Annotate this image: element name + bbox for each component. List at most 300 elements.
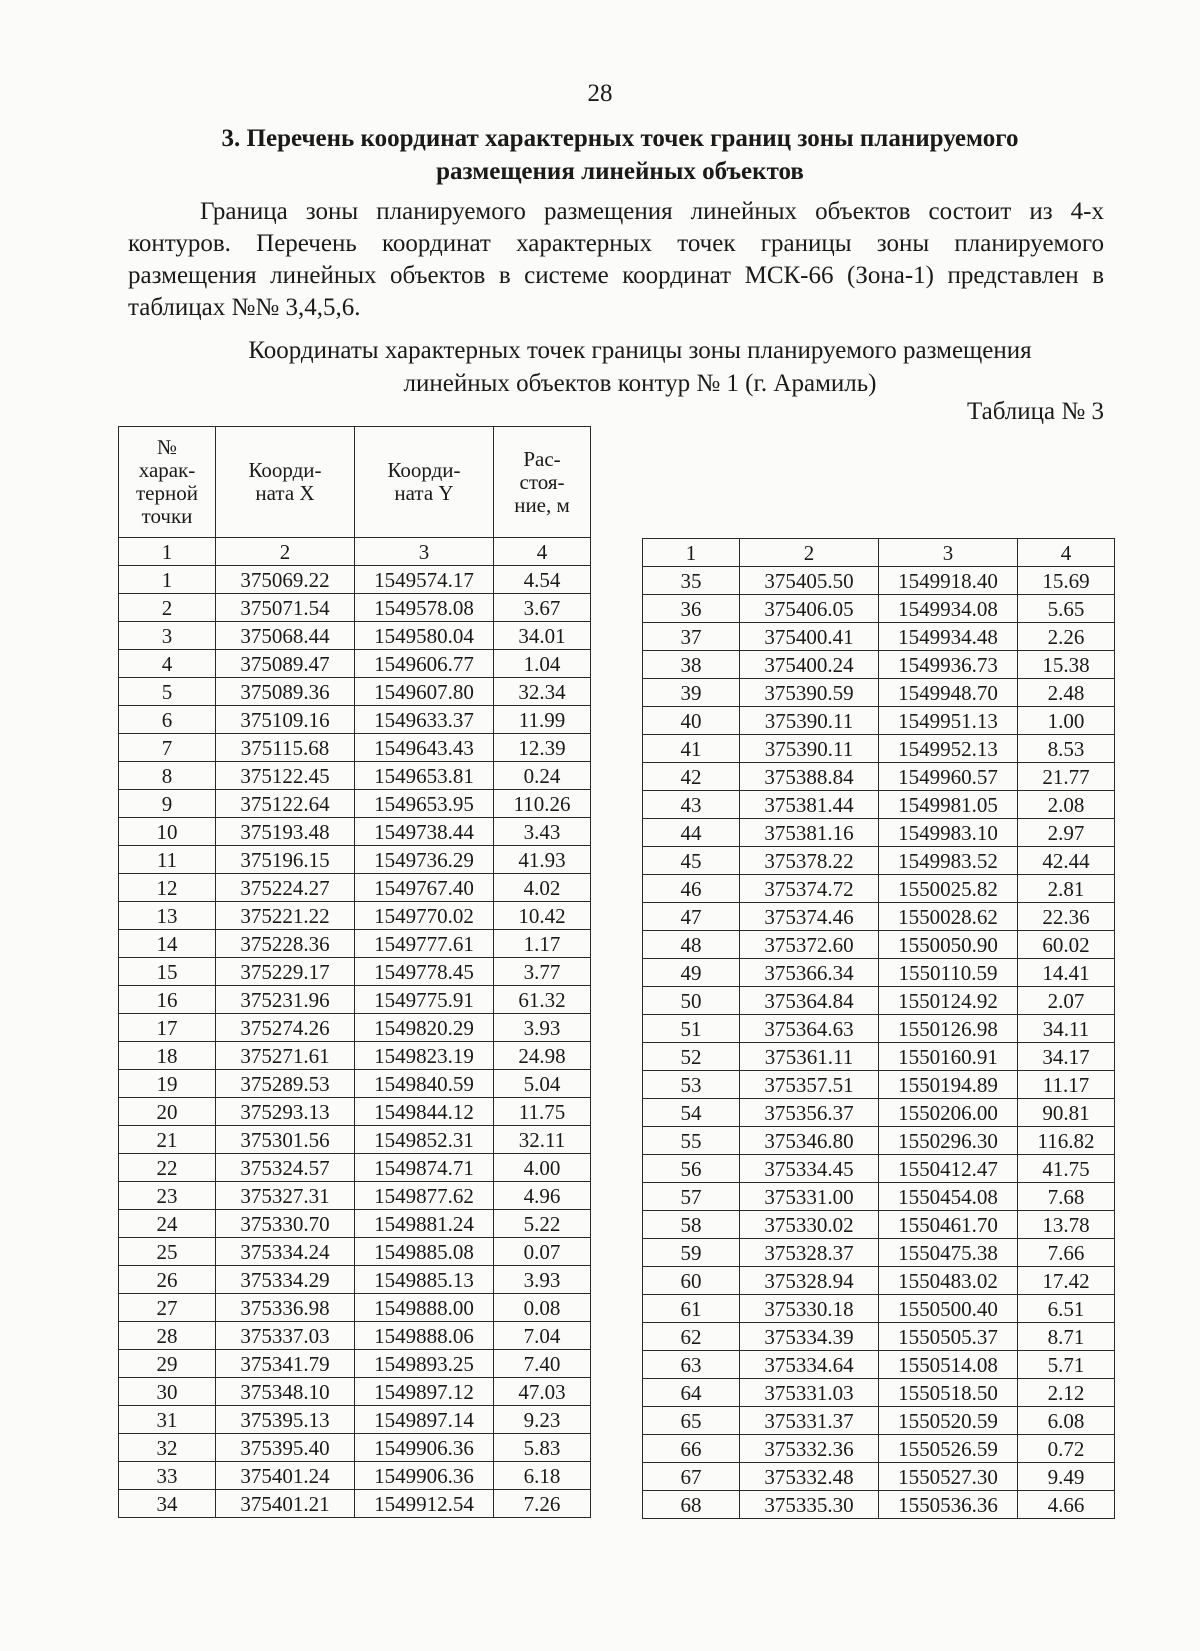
table-row <box>643 1379 1115 1407</box>
distance-cell: 5.04 <box>494 1070 591 1098</box>
coordinate-x-cell: 375069.22 <box>216 566 355 594</box>
coordinate-x-cell: 375381.44 <box>740 791 879 819</box>
table-row <box>643 1183 1115 1211</box>
point-number-cell: 27 <box>119 1294 216 1322</box>
coordinate-x-cell: 375330.02 <box>740 1211 879 1239</box>
distance-cell: 15.69 <box>1018 567 1115 595</box>
point-number-cell: 57 <box>643 1183 740 1211</box>
coordinate-x-cell: 375334.39 <box>740 1323 879 1351</box>
coordinate-x-cell: 375395.13 <box>216 1406 355 1434</box>
table-row <box>119 1266 591 1294</box>
table-row <box>119 1490 591 1518</box>
point-number-cell: 20 <box>119 1098 216 1126</box>
coordinate-x-cell: 375335.30 <box>740 1491 879 1519</box>
coordinate-y-cell: 1549888.06 <box>355 1322 494 1350</box>
distance-cell: 2.07 <box>1018 987 1115 1015</box>
distance-cell: 7.66 <box>1018 1239 1115 1267</box>
coordinate-y-cell: 1550160.91 <box>879 1043 1018 1071</box>
distance-cell: 5.83 <box>494 1434 591 1462</box>
distance-cell: 7.04 <box>494 1322 591 1350</box>
coordinate-y-cell: 1549897.12 <box>355 1378 494 1406</box>
coordinate-y-cell: 1550194.89 <box>879 1071 1018 1099</box>
table-row <box>119 1070 591 1098</box>
point-number-cell: 24 <box>119 1210 216 1238</box>
coordinate-y-cell: 1549934.48 <box>879 623 1018 651</box>
coordinate-y-cell: 1549983.52 <box>879 847 1018 875</box>
point-number-cell: 21 <box>119 1126 216 1154</box>
table-row <box>119 1238 591 1266</box>
point-number-cell: 61 <box>643 1295 740 1323</box>
header-distance <box>494 427 591 538</box>
header-text: точки <box>141 504 193 528</box>
distance-cell: 5.22 <box>494 1210 591 1238</box>
coordinate-y-cell: 1549881.24 <box>355 1210 494 1238</box>
coordinate-x-cell: 375331.00 <box>740 1183 879 1211</box>
distance-cell: 32.34 <box>494 678 591 706</box>
distance-cell: 0.08 <box>494 1294 591 1322</box>
table-row <box>643 903 1115 931</box>
section-heading <box>170 122 1070 188</box>
table-row <box>643 1295 1115 1323</box>
point-number-cell: 56 <box>643 1155 740 1183</box>
point-number-cell: 14 <box>119 930 216 958</box>
coordinate-y-cell: 1549633.37 <box>355 706 494 734</box>
coordinate-x-cell: 375374.72 <box>740 875 879 903</box>
distance-cell: 15.38 <box>1018 651 1115 679</box>
table-row <box>119 1210 591 1238</box>
table-row <box>643 931 1115 959</box>
coordinate-x-cell: 375390.11 <box>740 735 879 763</box>
point-number-cell: 12 <box>119 874 216 902</box>
coordinates-table-left <box>118 426 591 1518</box>
point-number-cell: 19 <box>119 1070 216 1098</box>
coordinate-x-cell: 375068.44 <box>216 622 355 650</box>
coordinate-y-cell: 1550505.37 <box>879 1323 1018 1351</box>
coordinate-x-cell: 375328.37 <box>740 1239 879 1267</box>
distance-cell: 11.75 <box>494 1098 591 1126</box>
coordinate-x-cell: 375364.84 <box>740 987 879 1015</box>
coordinate-y-cell: 1550500.40 <box>879 1295 1018 1323</box>
point-number-cell: 29 <box>119 1350 216 1378</box>
point-number-cell: 5 <box>119 678 216 706</box>
distance-cell: 3.67 <box>494 594 591 622</box>
distance-cell: 17.42 <box>1018 1267 1115 1295</box>
coordinate-x-cell: 375388.84 <box>740 763 879 791</box>
coordinate-y-cell: 1549607.80 <box>355 678 494 706</box>
point-number-cell: 51 <box>643 1015 740 1043</box>
point-number-cell: 47 <box>643 903 740 931</box>
distance-cell: 22.36 <box>1018 903 1115 931</box>
point-number-cell: 36 <box>643 595 740 623</box>
distance-cell: 11.99 <box>494 706 591 734</box>
distance-cell: 0.07 <box>494 1238 591 1266</box>
coordinate-y-cell: 1550514.08 <box>879 1351 1018 1379</box>
table-row <box>643 1491 1115 1519</box>
page-number: 28 <box>587 80 613 107</box>
point-number-cell: 42 <box>643 763 740 791</box>
point-number-cell: 60 <box>643 1267 740 1295</box>
distance-cell: 7.26 <box>494 1490 591 1518</box>
table-row <box>643 651 1115 679</box>
table-row <box>643 1211 1115 1239</box>
distance-cell: 5.71 <box>1018 1351 1115 1379</box>
distance-cell: 2.81 <box>1018 875 1115 903</box>
coordinate-y-cell: 1549936.73 <box>879 651 1018 679</box>
table-row <box>119 1378 591 1406</box>
table-row <box>119 1042 591 1070</box>
coordinate-x-cell: 375337.03 <box>216 1322 355 1350</box>
distance-cell: 4.54 <box>494 566 591 594</box>
table-caption <box>180 334 1100 400</box>
coordinate-y-cell: 1549912.54 <box>355 1490 494 1518</box>
point-number-cell: 53 <box>643 1071 740 1099</box>
distance-cell: 4.02 <box>494 874 591 902</box>
coordinate-x-cell: 375330.70 <box>216 1210 355 1238</box>
table-row <box>119 1154 591 1182</box>
table-row <box>119 1406 591 1434</box>
table-row <box>119 622 591 650</box>
header-text: № <box>156 435 178 459</box>
coordinate-y-cell: 1549653.95 <box>355 790 494 818</box>
coordinate-x-cell: 375405.50 <box>740 567 879 595</box>
point-number-cell: 67 <box>643 1463 740 1491</box>
distance-cell: 110.26 <box>494 790 591 818</box>
distance-cell: 24.98 <box>494 1042 591 1070</box>
column-number-row <box>119 538 591 566</box>
point-number-cell: 10 <box>119 818 216 846</box>
coordinate-y-cell: 1550296.30 <box>879 1127 1018 1155</box>
coordinate-y-cell: 1549606.77 <box>355 650 494 678</box>
point-number-cell: 7 <box>119 734 216 762</box>
coordinate-x-cell: 375330.18 <box>740 1295 879 1323</box>
coordinate-y-cell: 1549983.10 <box>879 819 1018 847</box>
table-caption-line1: Координаты характерных точек границы зоны планируемого размещения <box>248 337 1032 364</box>
coordinate-x-cell: 375324.57 <box>216 1154 355 1182</box>
table-row <box>119 1294 591 1322</box>
coordinate-x-cell: 375293.13 <box>216 1098 355 1126</box>
coordinate-y-cell: 1549844.12 <box>355 1098 494 1126</box>
coordinate-x-cell: 375271.61 <box>216 1042 355 1070</box>
table-row <box>119 1434 591 1462</box>
point-number-cell: 2 <box>119 594 216 622</box>
coordinate-x-cell: 375328.94 <box>740 1267 879 1295</box>
table-row <box>643 875 1115 903</box>
table-row <box>643 1015 1115 1043</box>
table-number: Таблица № 3 <box>966 398 1104 425</box>
point-number-cell: 3 <box>119 622 216 650</box>
coordinate-y-cell: 1550483.02 <box>879 1267 1018 1295</box>
coordinate-y-cell: 1549906.36 <box>355 1462 494 1490</box>
header-text: Рас- <box>523 446 561 471</box>
distance-cell: 61.32 <box>494 986 591 1014</box>
point-number-cell: 50 <box>643 987 740 1015</box>
coordinate-x-cell: 375274.26 <box>216 1014 355 1042</box>
coordinate-x-cell: 375372.60 <box>740 931 879 959</box>
coordinate-x-cell: 375122.64 <box>216 790 355 818</box>
table-row <box>643 567 1115 595</box>
coordinate-x-cell: 375122.45 <box>216 762 355 790</box>
table-row <box>643 1127 1115 1155</box>
column-number-cell: 3 <box>355 538 494 566</box>
column-number-cell: 2 <box>216 538 355 566</box>
header-coordinate-y <box>355 427 494 538</box>
distance-cell: 34.11 <box>1018 1015 1115 1043</box>
distance-cell: 41.93 <box>494 846 591 874</box>
coordinate-x-cell: 375193.48 <box>216 818 355 846</box>
coordinate-x-cell: 375378.22 <box>740 847 879 875</box>
table-row <box>643 1071 1115 1099</box>
distance-cell: 21.77 <box>1018 763 1115 791</box>
coordinate-x-cell: 375229.17 <box>216 958 355 986</box>
distance-cell: 4.66 <box>1018 1491 1115 1519</box>
distance-cell: 34.01 <box>494 622 591 650</box>
table-row <box>119 958 591 986</box>
table-header <box>119 427 591 538</box>
point-number-cell: 15 <box>119 958 216 986</box>
distance-cell: 3.77 <box>494 958 591 986</box>
coordinate-y-cell: 1549643.43 <box>355 734 494 762</box>
column-number-cell: 3 <box>879 539 1018 567</box>
distance-cell: 90.81 <box>1018 1099 1115 1127</box>
coordinate-y-cell: 1549906.36 <box>355 1434 494 1462</box>
point-number-cell: 63 <box>643 1351 740 1379</box>
point-number-cell: 37 <box>643 623 740 651</box>
table-row <box>643 679 1115 707</box>
point-number-cell: 59 <box>643 1239 740 1267</box>
table-row <box>119 734 591 762</box>
column-number-cell: 2 <box>740 539 879 567</box>
coordinate-x-cell: 375390.11 <box>740 707 879 735</box>
point-number-cell: 66 <box>643 1435 740 1463</box>
distance-cell: 60.02 <box>1018 931 1115 959</box>
point-number-cell: 9 <box>119 790 216 818</box>
header-text: ната Y <box>394 481 454 505</box>
table-row <box>643 1463 1115 1491</box>
coordinate-x-cell: 375406.05 <box>740 595 879 623</box>
distance-cell: 9.49 <box>1018 1463 1115 1491</box>
distance-cell: 7.68 <box>1018 1183 1115 1211</box>
point-number-cell: 18 <box>119 1042 216 1070</box>
point-number-cell: 26 <box>119 1266 216 1294</box>
point-number-cell: 55 <box>643 1127 740 1155</box>
coordinate-y-cell: 1550454.08 <box>879 1183 1018 1211</box>
header-text: харак- <box>138 458 196 482</box>
point-number-cell: 30 <box>119 1378 216 1406</box>
point-number-cell: 46 <box>643 875 740 903</box>
point-number-cell: 28 <box>119 1322 216 1350</box>
distance-cell: 3.43 <box>494 818 591 846</box>
table-row <box>119 818 591 846</box>
point-number-cell: 25 <box>119 1238 216 1266</box>
table-row <box>119 1182 591 1210</box>
distance-cell: 11.17 <box>1018 1071 1115 1099</box>
column-number-cell: 1 <box>119 538 216 566</box>
table-row <box>643 1323 1115 1351</box>
coordinate-y-cell: 1549981.05 <box>879 791 1018 819</box>
coordinate-y-cell: 1549948.70 <box>879 679 1018 707</box>
header-text: стоя- <box>519 469 565 494</box>
table-row <box>119 902 591 930</box>
coordinate-y-cell: 1549885.13 <box>355 1266 494 1294</box>
coordinate-y-cell: 1549574.17 <box>355 566 494 594</box>
coordinate-y-cell: 1549738.44 <box>355 818 494 846</box>
table-row <box>643 791 1115 819</box>
coordinate-y-cell: 1549777.61 <box>355 930 494 958</box>
header-point-number <box>119 427 216 538</box>
header-text: Коорди- <box>387 458 461 482</box>
coordinate-x-cell: 375331.03 <box>740 1379 879 1407</box>
table-row <box>119 1126 591 1154</box>
point-number-cell: 16 <box>119 986 216 1014</box>
coordinate-x-cell: 375089.36 <box>216 678 355 706</box>
coordinate-x-cell: 375231.96 <box>216 986 355 1014</box>
coordinate-y-cell: 1549877.62 <box>355 1182 494 1210</box>
point-number-cell: 38 <box>643 651 740 679</box>
point-number-cell: 58 <box>643 1211 740 1239</box>
point-number-cell: 49 <box>643 959 740 987</box>
header-text: Коорди- <box>248 458 322 482</box>
table-row <box>119 594 591 622</box>
coordinate-x-cell: 375301.56 <box>216 1126 355 1154</box>
coordinate-x-cell: 375332.48 <box>740 1463 879 1491</box>
point-number-cell: 8 <box>119 762 216 790</box>
coordinate-x-cell: 375334.24 <box>216 1238 355 1266</box>
table-row <box>119 1014 591 1042</box>
coordinate-x-cell: 375364.63 <box>740 1015 879 1043</box>
coordinates-table-right <box>642 538 1115 1519</box>
table-row <box>119 1462 591 1490</box>
point-number-cell: 13 <box>119 902 216 930</box>
table-row <box>119 762 591 790</box>
coordinate-y-cell: 1549775.91 <box>355 986 494 1014</box>
distance-cell: 8.53 <box>1018 735 1115 763</box>
coordinate-x-cell: 375356.37 <box>740 1099 879 1127</box>
column-number-row <box>643 539 1115 567</box>
table-row <box>119 706 591 734</box>
coordinate-x-cell: 375336.98 <box>216 1294 355 1322</box>
point-number-cell: 48 <box>643 931 740 959</box>
coordinate-x-cell: 375346.80 <box>740 1127 879 1155</box>
coordinate-x-cell: 375395.40 <box>216 1434 355 1462</box>
distance-cell: 41.75 <box>1018 1155 1115 1183</box>
coordinate-y-cell: 1550475.38 <box>879 1239 1018 1267</box>
coordinate-y-cell: 1550206.00 <box>879 1099 1018 1127</box>
distance-cell: 4.96 <box>494 1182 591 1210</box>
coordinate-x-cell: 375115.68 <box>216 734 355 762</box>
coordinate-x-cell: 375334.45 <box>740 1155 879 1183</box>
coordinate-x-cell: 375196.15 <box>216 846 355 874</box>
table-row <box>643 1351 1115 1379</box>
coordinate-x-cell: 375334.64 <box>740 1351 879 1379</box>
coordinate-y-cell: 1550518.50 <box>879 1379 1018 1407</box>
distance-cell: 8.71 <box>1018 1323 1115 1351</box>
coordinate-y-cell: 1549952.13 <box>879 735 1018 763</box>
table-row <box>643 1407 1115 1435</box>
coordinate-x-cell: 375071.54 <box>216 594 355 622</box>
point-number-cell: 68 <box>643 1491 740 1519</box>
distance-cell: 6.08 <box>1018 1407 1115 1435</box>
point-number-cell: 32 <box>119 1434 216 1462</box>
point-number-cell: 17 <box>119 1014 216 1042</box>
point-number-cell: 44 <box>643 819 740 847</box>
coordinate-x-cell: 375221.22 <box>216 902 355 930</box>
table-row <box>119 678 591 706</box>
table-row <box>119 846 591 874</box>
table-row <box>119 1322 591 1350</box>
table-row <box>643 735 1115 763</box>
table-row <box>643 1099 1115 1127</box>
coordinate-x-cell: 375366.34 <box>740 959 879 987</box>
coordinate-y-cell: 1549778.45 <box>355 958 494 986</box>
coordinate-y-cell: 1550536.36 <box>879 1491 1018 1519</box>
distance-cell: 6.51 <box>1018 1295 1115 1323</box>
coordinate-y-cell: 1550110.59 <box>879 959 1018 987</box>
point-number-cell: 11 <box>119 846 216 874</box>
section-heading-line1: 3. Перечень координат характерных точек границ зоны планируемого <box>221 125 1019 152</box>
distance-cell: 47.03 <box>494 1378 591 1406</box>
point-number-cell: 39 <box>643 679 740 707</box>
coordinate-y-cell: 1549653.81 <box>355 762 494 790</box>
coordinate-y-cell: 1550028.62 <box>879 903 1018 931</box>
table-header-row <box>119 427 591 538</box>
coordinate-x-cell: 375332.36 <box>740 1435 879 1463</box>
point-number-cell: 31 <box>119 1406 216 1434</box>
distance-cell: 6.18 <box>494 1462 591 1490</box>
table-row <box>643 623 1115 651</box>
distance-cell: 2.12 <box>1018 1379 1115 1407</box>
distance-cell: 34.17 <box>1018 1043 1115 1071</box>
coordinate-x-cell: 375224.27 <box>216 874 355 902</box>
point-number-cell: 40 <box>643 707 740 735</box>
point-number-cell: 1 <box>119 566 216 594</box>
table-row <box>643 847 1115 875</box>
table-row <box>643 1043 1115 1071</box>
coordinate-y-cell: 1549951.13 <box>879 707 1018 735</box>
coordinate-y-cell: 1549960.57 <box>879 763 1018 791</box>
table-row <box>643 707 1115 735</box>
point-number-cell: 64 <box>643 1379 740 1407</box>
coordinate-x-cell: 375374.46 <box>740 903 879 931</box>
table-row <box>643 1155 1115 1183</box>
point-number-cell: 62 <box>643 1323 740 1351</box>
point-number-cell: 54 <box>643 1099 740 1127</box>
table-body-right <box>643 539 1115 1519</box>
coordinate-y-cell: 1550126.98 <box>879 1015 1018 1043</box>
table-row <box>643 959 1115 987</box>
coordinate-x-cell: 375327.31 <box>216 1182 355 1210</box>
header-text: ната X <box>255 481 315 505</box>
distance-cell: 1.04 <box>494 650 591 678</box>
point-number-cell: 23 <box>119 1182 216 1210</box>
coordinate-y-cell: 1549934.08 <box>879 595 1018 623</box>
coordinate-y-cell: 1550025.82 <box>879 875 1018 903</box>
distance-cell: 2.26 <box>1018 623 1115 651</box>
coordinate-x-cell: 375089.47 <box>216 650 355 678</box>
distance-cell: 2.97 <box>1018 819 1115 847</box>
coordinate-y-cell: 1549888.00 <box>355 1294 494 1322</box>
table-row <box>119 566 591 594</box>
table-row <box>119 874 591 902</box>
coordinate-y-cell: 1549578.08 <box>355 594 494 622</box>
distance-cell: 1.17 <box>494 930 591 958</box>
table-row <box>119 650 591 678</box>
coordinate-x-cell: 375390.59 <box>740 679 879 707</box>
coordinate-y-cell: 1549840.59 <box>355 1070 494 1098</box>
distance-cell: 2.48 <box>1018 679 1115 707</box>
point-number-cell: 65 <box>643 1407 740 1435</box>
distance-cell: 1.00 <box>1018 707 1115 735</box>
point-number-cell: 52 <box>643 1043 740 1071</box>
